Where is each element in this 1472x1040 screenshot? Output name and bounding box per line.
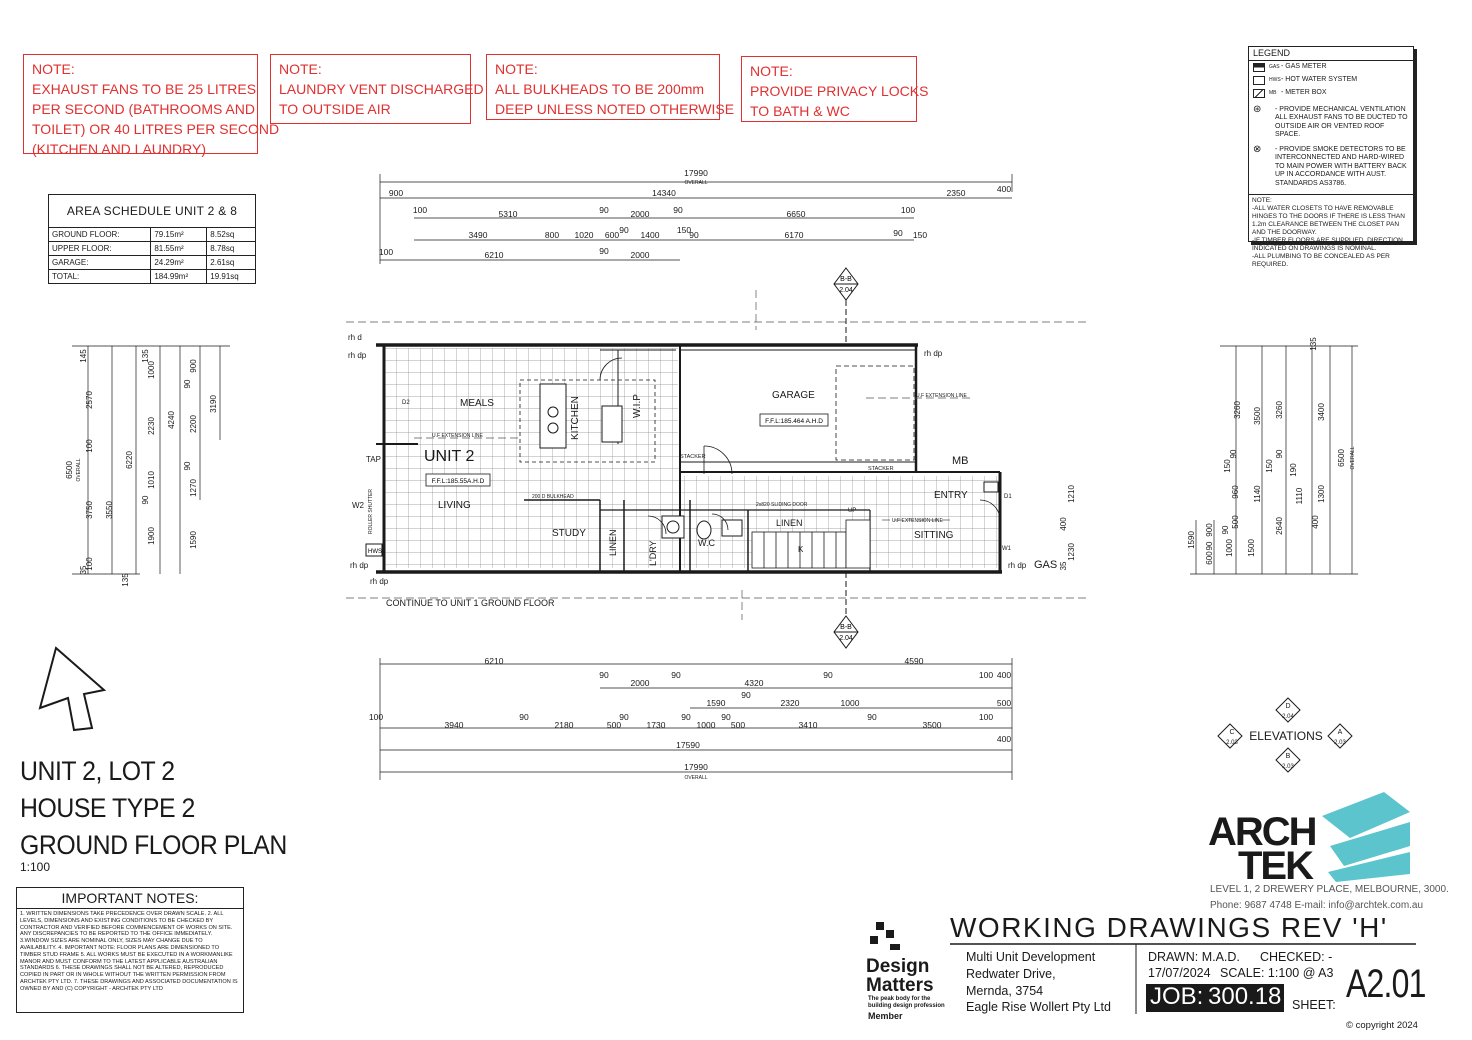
dim-text: 1000	[1225, 539, 1234, 557]
area-label: TOTAL:	[49, 270, 151, 284]
dim-text: 90	[1205, 541, 1214, 551]
dim-text: 1500	[1247, 539, 1256, 557]
design-matters-line1: Design	[866, 956, 930, 977]
design-matters-logo-icon	[870, 922, 900, 950]
roller-shutter-label: ROLLER SHUTTER	[368, 488, 374, 534]
dim-text: 6650	[786, 209, 806, 219]
dim-text: 100	[978, 712, 994, 722]
dim-text: 3260	[1233, 401, 1242, 419]
toilet-icon	[697, 521, 711, 539]
dim-text: 100	[85, 439, 94, 453]
k-label: K	[798, 545, 804, 554]
dim-text: 1400	[640, 230, 660, 240]
window-label: W1	[1002, 546, 1011, 552]
dim-text: 2320	[780, 698, 800, 708]
dim-text: 190	[1289, 463, 1298, 477]
bottom-dimensions	[369, 656, 1012, 781]
dim-text: 14340	[652, 188, 676, 198]
sheet-number: A2.01	[1346, 962, 1426, 1006]
note-line: EXHAUST FANS TO BE 25 LITRES	[32, 81, 257, 97]
dim-text: OVERALL	[1350, 446, 1356, 470]
firm-address: LEVEL 1, 2 DREWERY PLACE, MELBOURNE, 3000.	[1210, 884, 1449, 895]
area-m2: 184.99m²	[151, 270, 207, 284]
dim-text: 2350	[946, 188, 966, 198]
legend-code: HWS	[1269, 76, 1281, 83]
elevations-label: ELEVATIONS	[1249, 729, 1323, 743]
area-sq: 19.91sq	[207, 270, 256, 284]
rh-dp-label: rh dp	[348, 351, 367, 360]
elevations-key	[1218, 698, 1352, 772]
dim-text: 3260	[1275, 401, 1284, 419]
dim-text: 900	[189, 359, 198, 373]
dim-text: 1900	[147, 527, 156, 545]
project-line: Redwater Drive,	[966, 967, 1056, 981]
section-ref: 2.04	[839, 287, 853, 294]
dim-text: 90	[599, 246, 609, 256]
working-drawings-header: WORKING DRAWINGS REV 'H'	[950, 912, 1388, 943]
section-ref: 2.04	[839, 635, 853, 642]
dim-text: 1110	[1295, 487, 1304, 505]
extension-line-label: U.F EXTENSION LINE	[916, 393, 967, 399]
dim-text: 1590	[706, 698, 726, 708]
important-notes-title: IMPORTANT NOTES:	[17, 888, 243, 909]
checked-by: CHECKED: -	[1260, 950, 1333, 964]
dim-text: 400	[996, 184, 1012, 194]
dim-text: 600	[604, 230, 620, 240]
note-line: NOTE:	[495, 61, 538, 77]
legend-code: MB	[1269, 89, 1277, 96]
dim-text: OVERALL	[684, 775, 708, 781]
dim-text: OVERALL	[684, 180, 708, 186]
room-label-linen: LINEN	[608, 529, 618, 556]
dim-text: 1210	[1067, 485, 1076, 503]
note-line: TO BATH & WC	[750, 103, 850, 119]
dim-text: 3490	[468, 230, 488, 240]
extension-line-label: U.F EXTENSION LINE	[892, 518, 943, 524]
basin-icon	[722, 520, 742, 536]
dim-text: 150	[676, 225, 692, 235]
dim-text: 3550	[105, 501, 114, 519]
section-label: B-B	[840, 276, 852, 283]
dim-text: 90	[867, 712, 877, 722]
dim-text: 3940	[444, 720, 464, 730]
gas-label: GAS	[1034, 559, 1058, 571]
dim-text: 90	[721, 712, 731, 722]
dim-text: 900	[388, 188, 404, 198]
drawing-title-line2: HOUSE TYPE 2	[20, 793, 195, 823]
dim-text: 400	[1311, 515, 1320, 529]
right-dimensions	[1190, 346, 1358, 574]
dim-text: 90	[619, 225, 629, 235]
rh-d-label: rh d	[348, 333, 362, 342]
dim-text: 90	[671, 670, 681, 680]
dim-text: 150	[912, 230, 928, 240]
dim-text: 3410	[798, 720, 818, 730]
dim-text: 17990	[684, 168, 708, 178]
drawn-by: DRAWN: M.A.D.	[1148, 950, 1240, 964]
area-label: GARAGE:	[49, 256, 151, 270]
dim-text: 90	[681, 712, 691, 722]
cooktop-icon	[602, 406, 622, 442]
elevation-letter: A	[1337, 729, 1343, 736]
dim-text: 2200	[189, 415, 198, 433]
project-line: Mernda, 3754	[966, 984, 1044, 998]
unit-label: UNIT 2	[424, 448, 475, 465]
note-line: TO OUTSIDE AIR	[279, 101, 391, 117]
dim-text: 1270	[189, 479, 198, 497]
drawing-date: 17/07/2024	[1148, 966, 1211, 980]
dim-text: 90	[599, 670, 609, 680]
note-line: PER SECOND (BATHROOMS AND	[32, 101, 255, 117]
copyright: © copyright 2024	[1346, 1020, 1418, 1031]
exhaust-fan-icon: ⊛	[1253, 103, 1262, 115]
dim-text: 90	[689, 230, 699, 240]
legend-text: - PROVIDE SMOKE DETECTORS TO BE INTERCONNECTED AND HARD-WIRED TO MAIN POWER WITH BATTERY BACK UP IN ACCORDANCE WITH AUST. STANDARDS AS3786.	[1275, 145, 1407, 187]
kitchen-island	[540, 384, 566, 448]
project-line: Multi Unit Development	[966, 950, 1096, 964]
area-schedule-title: AREA SCHEDULE UNIT 2 & 8	[49, 195, 256, 228]
window-label: D1	[1004, 494, 1012, 500]
room-label-entry: ENTRY	[934, 490, 968, 501]
job-number: 300.18	[1208, 983, 1282, 1010]
dim-text: 6210	[484, 656, 504, 666]
room-label-wip: W.I.P	[632, 394, 643, 418]
dim-text: 2180	[554, 720, 574, 730]
drawing-title-line1: UNIT 2, LOT 2	[20, 756, 175, 786]
area-m2: 81.55m²	[151, 242, 207, 256]
drawing-scale: 1:100	[20, 860, 51, 874]
window-label: W2	[352, 501, 364, 510]
garage-slab	[680, 350, 916, 462]
note-line: (KITCHEN AND LAUNDRY)	[32, 141, 206, 157]
dim-text: 2000	[630, 209, 650, 219]
design-matters-tagline: building design profession	[868, 1003, 945, 1009]
dim-text: 90	[183, 379, 192, 389]
dim-text: 3500	[1253, 407, 1262, 425]
area-label: UPPER FLOOR:	[49, 242, 151, 256]
room-label-living: LIVING	[438, 500, 471, 511]
dim-text: 2640	[1275, 517, 1284, 535]
dim-text: 960	[1231, 485, 1240, 499]
extension-line-label: U.F EXTENSION LINE	[432, 433, 483, 439]
dim-text: 1000	[147, 361, 156, 379]
dim-text: 2230	[147, 417, 156, 435]
legend-text: - METER BOX	[1281, 88, 1327, 96]
laundry-tub-icon	[662, 516, 684, 538]
dim-text: 135	[1309, 337, 1318, 351]
bulkhead-label: 200 D BULKHEAD	[532, 494, 574, 500]
dim-text: 6170	[784, 230, 804, 240]
legend-text: - HOT WATER SYSTEM	[1281, 75, 1358, 83]
dim-text: 100	[978, 670, 994, 680]
dim-text: 35	[1059, 561, 1068, 571]
dim-text: 90	[893, 228, 903, 238]
firm-logo-arch: ARCH	[1208, 810, 1316, 854]
legend-note-line: -IF TIMBER FLOORS ARE SUPPLIED, DIRECTION INDICATED ON DRAWINGS IS NOMINAL.	[1252, 237, 1403, 252]
dim-text: 135	[141, 349, 150, 363]
elevation-ref: 2.03	[1282, 764, 1294, 770]
dim-text: 90	[673, 205, 683, 215]
dim-text: 100	[900, 205, 916, 215]
dim-text: 1730	[646, 720, 666, 730]
elevation-letter: D	[1285, 703, 1291, 710]
dim-text: 1000	[840, 698, 860, 708]
dim-text: OVERALL	[76, 458, 82, 482]
dim-text: 800	[544, 230, 560, 240]
ffl-garage: F.F.L:185.464 A.H.D	[765, 418, 823, 425]
north-arrow-icon	[40, 648, 104, 730]
room-label-garage: GARAGE	[772, 390, 815, 401]
dim-text: 1230	[1067, 543, 1076, 561]
dim-text: 90	[1229, 449, 1238, 459]
note-line: ALL BULKHEADS TO BE 200mm	[495, 81, 705, 97]
dim-text: 500	[1231, 515, 1240, 529]
rh-dp-label: rh dp	[370, 577, 389, 586]
room-label-kitchen: KITCHEN	[570, 396, 581, 440]
project-line: Eagle Rise Wollert Pty Ltd	[966, 1000, 1111, 1014]
dim-text: 900	[1205, 523, 1214, 537]
area-m2: 24.29m²	[151, 256, 207, 270]
room-label-laundry: L'DRY	[648, 540, 658, 566]
dim-text: 100	[368, 712, 384, 722]
top-dimensions	[379, 168, 1012, 264]
note-line: NOTE:	[32, 61, 75, 77]
room-label-sitting: SITTING	[914, 530, 954, 541]
meter-box-label: MB	[952, 455, 969, 467]
dim-text: 150	[1265, 459, 1274, 473]
dim-text: 90	[141, 495, 150, 505]
elevation-letter: C	[1229, 729, 1235, 736]
tap-label: TAP	[366, 455, 381, 464]
design-matters-member: Member	[868, 1011, 903, 1021]
job-label: JOB:	[1150, 983, 1204, 1010]
dim-text: 6500	[1337, 449, 1346, 467]
dim-text: 17590	[676, 740, 700, 750]
dim-text: 6210	[484, 250, 504, 260]
window-label: D2	[402, 400, 410, 406]
dim-text: 100	[412, 205, 428, 215]
dim-text: 3190	[209, 395, 218, 413]
dim-text: 145	[79, 349, 88, 363]
elevation-ref: 2.04	[1282, 714, 1294, 720]
design-matters-line2: Matters	[866, 975, 934, 996]
dim-text: 4320	[744, 678, 764, 688]
dim-text: 90	[1275, 449, 1284, 459]
note-line: DEEP UNLESS NOTED OTHERWISE	[495, 101, 735, 117]
note-line: TOILET) OR 40 LITRES PER SECOND	[32, 121, 280, 137]
room-label-wc: W.C	[698, 538, 715, 548]
dim-text: 400	[996, 734, 1012, 744]
hws-label: HWS	[368, 549, 382, 555]
dim-text: 135	[121, 573, 130, 587]
dim-text: 90	[1221, 525, 1230, 535]
legend-title: LEGEND	[1249, 47, 1413, 61]
legend-note-line: -ALL PLUMBING TO BE CONCEALED AS PER REQUIRED.	[1252, 253, 1390, 268]
dim-text: 90	[823, 670, 833, 680]
dim-text: 1140	[1253, 485, 1262, 503]
dim-text: 1010	[147, 471, 156, 489]
important-notes-box	[16, 887, 244, 1013]
dim-text: 150	[1223, 459, 1232, 473]
dim-text: 4590	[904, 656, 924, 666]
dim-text: 500	[606, 720, 622, 730]
dim-text: 2000	[630, 250, 650, 260]
sheet-label: SHEET:	[1292, 998, 1336, 1012]
meter-box	[984, 482, 998, 492]
legend-code: GAS	[1269, 63, 1280, 70]
dim-text: 2000	[630, 678, 650, 688]
dim-text: 90	[519, 712, 529, 722]
dim-text: 3750	[85, 501, 94, 519]
dim-text: 2570	[85, 391, 94, 409]
dim-text: 6220	[125, 451, 134, 469]
dim-text: 1000	[696, 720, 716, 730]
rh-dp-label: rh dp	[924, 349, 943, 358]
legend-text: - PROVIDE MECHANICAL VENTILATION ALL EXHAUST FANS TO BE DUCTED TO OUTSIDE AIR OR VENTED ROOF SPACE.	[1275, 105, 1408, 138]
stacker-label: STACKER	[680, 454, 706, 460]
dim-text: 17990	[684, 762, 708, 772]
note-line: LAUNDRY VENT DISCHARGED	[279, 81, 484, 97]
continue-label: CONTINUE TO UNIT 1 GROUND FLOOR	[386, 598, 555, 608]
drawing-title-line3: GROUND FLOOR PLAN	[20, 830, 287, 860]
section-label: B-B	[840, 624, 852, 631]
legend-note-title: NOTE:	[1252, 197, 1272, 204]
rh-dp-label: rh dp	[350, 561, 369, 570]
dim-text: 1300	[1317, 485, 1326, 503]
up-label: UP	[848, 508, 857, 514]
dim-text: 3400	[1317, 403, 1326, 421]
dim-text: 1020	[574, 230, 594, 240]
dim-text: 5310	[498, 209, 518, 219]
area-sq: 8.52sq	[207, 228, 256, 242]
dim-text: 100	[378, 247, 394, 257]
important-notes-text: 1. WRITTEN DIMENSIONS TAKE PRECEDENCE OVER DRAWN SCALE. 2. ALL LEVELS, DIMENSIONS AND EXISTING CONDITIONS TO BE CHECKED BY CONTRACTOR AND VERIFIED BEFORE COMMENCEMENT OF WORKS ON SITE. ANY DISCREPANCIES TO BE REPORTED TO THE OFFICE IMMEDIATELY. 3.WINDOW SIZES ARE NOMINAL ONLY, SIZES MAY CHANGE DUE TO AVAILABILITY. 4. IMPORTANT NOTE: FLOOR PLANS ARE DIMENSIONED TO TIMBER STUD FRAME 5. ALL WORKS MUST BE EXECUTED IN A WORKMANLIKE MANOR AND MUST CONFORM TO THE LATEST APPLICABLE AUSTRALIAN STANDARDS 6. THESE DRAWINGS SHALL NOT BE ALTERED, REPRODUCED COPIED IN PART OR IN WHOLE WITHOUT THE WRITTEN PERMISSION FROM ARCHTEK PTY LTD. 7. THESE DRAWINGS AND ASSOCIATED DOCUMENTATION IS OWNED BY AND (C) COPYRIGHT - ARCHTEK PTY LTD	[20, 911, 238, 992]
dim-text: 1590	[1187, 531, 1196, 549]
area-sq: 8.78sq	[207, 242, 256, 256]
dim-text: 600	[1205, 551, 1214, 565]
dim-text: 90	[619, 712, 629, 722]
legend-text: - GAS METER	[1281, 62, 1327, 70]
note-line: NOTE:	[279, 61, 322, 77]
firm-logo-tek: TEK	[1238, 844, 1312, 888]
area-m2: 79.15m²	[151, 228, 207, 242]
dim-text: 500	[996, 698, 1012, 708]
design-matters-tagline: The peak body for the	[868, 996, 931, 1002]
dim-text: 1590	[189, 531, 198, 549]
stacker-label: STACKER	[868, 466, 894, 472]
sliding-door-label: 2x820 SLIDING DOOR	[756, 502, 808, 508]
dim-text: 90	[599, 205, 609, 215]
dim-text: 4240	[167, 411, 176, 429]
elevation-letter: B	[1285, 753, 1291, 760]
legend-note-line: -ALL WATER CLOSETS TO HAVE REMOVABLE HINGES TO THE DOORS IF THERE IS LESS THAN 1.2m CLEARANCE BETWEEN THE CLOSET PAN AND THE DOORWAY.	[1252, 205, 1405, 236]
firm-contact: Phone: 9687 4748 E-mail: info@archtek.com.au	[1210, 900, 1424, 911]
area-sq: 2.61sq	[207, 256, 256, 270]
dim-text: 90	[741, 690, 751, 700]
section-marker-top	[834, 268, 858, 345]
room-label-linen-2: LINEN	[776, 518, 803, 528]
elevation-ref: 2.03	[1226, 740, 1238, 746]
smoke-detector-icon: ⊗	[1253, 143, 1262, 155]
room-label-meals: MEALS	[460, 398, 494, 409]
archtek-logo-graphic	[1322, 792, 1410, 882]
dim-text: 90	[183, 461, 192, 471]
dim-text: 400	[996, 670, 1012, 680]
dim-text: 100	[85, 557, 94, 571]
dim-text: 500	[730, 720, 746, 730]
dim-text: 6500	[65, 461, 74, 479]
elevation-ref: 2.03	[1334, 740, 1346, 746]
rh-dp-label: rh dp	[1008, 561, 1027, 570]
dim-text: 35	[79, 565, 88, 575]
note-line: PROVIDE PRIVACY LOCKS	[750, 83, 929, 99]
drawing-scale-sheet: SCALE: 1:100 @ A3	[1220, 966, 1334, 980]
room-label-study: STUDY	[552, 528, 586, 539]
area-label: GROUND FLOOR:	[49, 228, 151, 242]
right-dim-labels	[1059, 337, 1356, 571]
section-marker-bottom	[834, 572, 858, 648]
ffl-living: F.F.L:185.55A.H.D	[431, 478, 485, 485]
note-line: NOTE:	[750, 63, 793, 79]
dim-text: 400	[1059, 517, 1068, 531]
dim-text: 3500	[922, 720, 942, 730]
